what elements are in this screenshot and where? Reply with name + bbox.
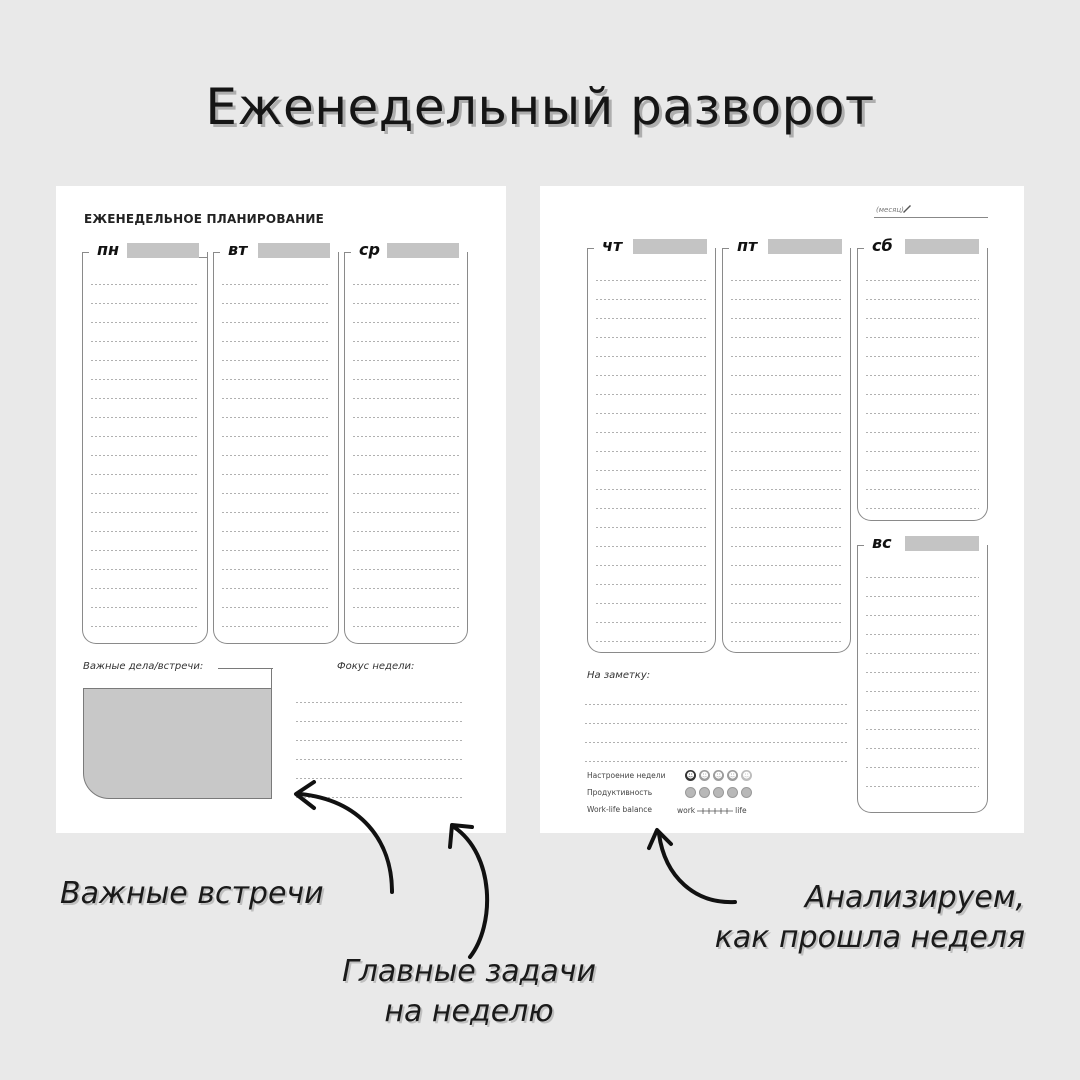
month-field[interactable] [874,206,988,218]
caption-analysis-line1: Анализируем, [804,880,1025,915]
writing-lines[interactable] [596,262,707,642]
productivity-label: Продуктивность [587,788,653,797]
arrow-icon [280,780,410,900]
caption-tasks-line1: Главные задачи [342,954,596,989]
balance-slider[interactable] [697,808,733,814]
date-field[interactable] [633,239,707,254]
day-label: вт [225,240,250,260]
focus-label: Фокус недели: [337,661,415,672]
balance-left: work [677,806,696,815]
date-field[interactable] [768,239,842,254]
right-planner-page [540,186,1024,833]
day-column-sun [857,533,988,813]
smiley-icon[interactable]: ☻ [686,771,695,780]
important-label: Важные дела/встречи: [83,661,204,672]
caption-analysis-line2: как прошла неделя [714,920,1025,955]
rating-circle[interactable] [741,787,752,798]
rating-circle[interactable] [713,787,724,798]
writing-lines[interactable] [222,266,330,633]
writing-lines[interactable] [731,262,842,642]
day-label: пн [94,240,122,260]
notes-label: На заметку: [587,670,651,681]
rating-circle[interactable] [699,787,710,798]
writing-lines[interactable] [866,262,979,510]
caption-tasks-line2: на неделю [384,994,554,1029]
day-label: сб [869,236,896,256]
day-label: ср [356,240,383,260]
balance-scale[interactable] [677,806,747,815]
mood-label: Настроение недели [587,771,666,780]
day-column-mon [82,240,208,644]
pen-icon [902,203,912,213]
day-label: чт [599,236,625,256]
important-meetings-box[interactable] [83,688,272,799]
day-column-wed [344,240,468,644]
balance-label: Work-life balance [587,805,653,814]
month-placeholder: (месяц) [876,206,904,214]
writing-lines[interactable] [91,266,199,633]
day-label: пт [734,236,760,256]
balance-right: life [735,806,747,815]
day-column-fri [722,236,851,653]
date-field[interactable] [905,536,979,551]
date-field[interactable] [127,243,199,258]
page-title: Еженедельный разворот [205,78,875,136]
date-field[interactable] [905,239,979,254]
writing-lines[interactable] [866,559,979,802]
productivity-scale[interactable] [685,787,752,798]
arrow-icon [645,822,745,912]
smiley-icon[interactable]: ☻ [714,771,723,780]
day-column-sat [857,236,988,521]
mood-scale[interactable] [685,770,752,781]
arrow-icon [440,815,510,965]
smiley-icon[interactable]: ☻ [742,771,751,780]
date-field[interactable] [387,243,459,258]
day-label: вс [869,533,895,553]
rating-circle[interactable] [727,787,738,798]
smiley-icon[interactable]: ☻ [728,771,737,780]
planner-heading: ЕЖЕНЕДЕЛЬНОЕ ПЛАНИРОВАНИЕ [84,212,325,226]
notes-lines[interactable] [585,686,847,764]
caption-meetings: Важные встречи [60,876,324,911]
date-field[interactable] [258,243,330,258]
rating-circle[interactable] [685,787,696,798]
left-planner-page [56,186,506,833]
writing-lines[interactable] [353,266,459,633]
day-column-tue [213,240,339,644]
day-column-thu [587,236,716,653]
smiley-icon[interactable]: ☻ [700,771,709,780]
